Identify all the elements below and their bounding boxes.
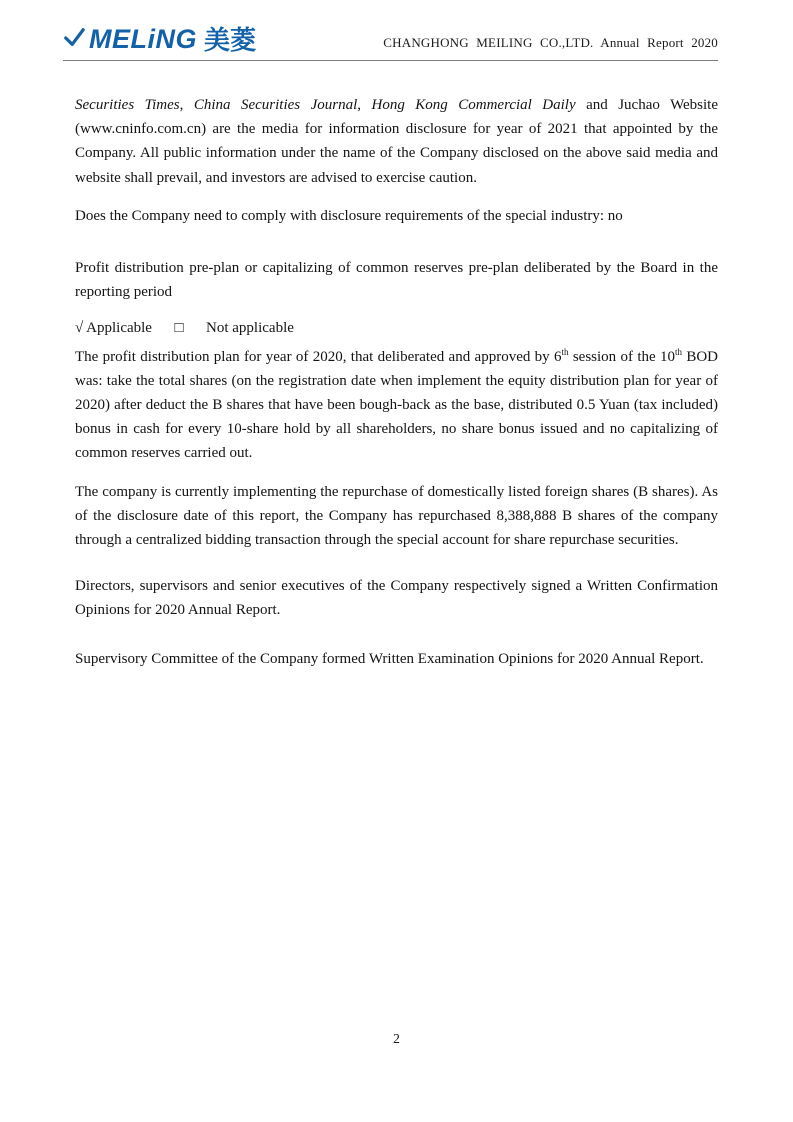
page-number: 2 — [393, 1031, 400, 1046]
paragraph-special-industry: Does the Company need to comply with disclosure requirements of the special industry: no — [75, 207, 623, 224]
page-footer — [0, 1031, 793, 1047]
page-header — [63, 26, 718, 61]
logo-latin-text: MELiNG — [89, 24, 197, 54]
paragraph-profit-plan-detail: The profit distribution plan for year of 2020, that deliberated and approved by 6th session of the 10th BOD was: take the total shares (on the registration date when implement the equity distribution plan for year of 2020) after deduct the B shares that have been bough-back as the base, distributed 0.5 Yuan (tax included) bonus in cash for every 10-share hold by all shareholders, no share bonus issued and no capitalizing of common reserves carried out. — [75, 346, 718, 462]
company-logo — [63, 26, 256, 53]
logo-chinese-text: 美菱 — [204, 24, 257, 55]
paragraph-supervisory-opinions: Supervisory Committee of the Company formed Written Examination Opinions for 2020 Annual Report. — [75, 650, 704, 667]
document-body — [75, 93, 718, 671]
paragraph-applicable-checkline: √ Applicable □ Not applicable — [75, 320, 294, 337]
paragraph-b-share-repurchase: The company is currently implementing the repurchase of domestically listed foreign shares (B shares). As of the disclosure date of this report, the Company has repurchased 8,388,888 B shares of the company through a centralized bidding transaction through the special account for share repurchase securities. — [75, 483, 718, 549]
report-header-title: CHANGHONG MEILING CO.,LTD. Annual Report 2020 — [383, 35, 718, 50]
paragraph-written-confirmation: Directors, supervisors and senior executives of the Company respectively signed a Written Confirmation Opinions for 2020 Annual Report. — [75, 578, 718, 619]
paragraph-media-disclosure: Securities Times, China Securities Journal, Hong Kong Commercial Daily and Juchao Website (www.cninfo.com.cn) are the media for information disclosure for year of 2021 that appointed by the Company. All public information under the name of the Company disclosed on the above said media and website shall prevail, and investors are advised to exercise caution. — [75, 97, 719, 186]
paragraph-profit-distribution-heading: Profit distribution pre-plan or capitalizing of common reserves pre-plan deliberated by the Board in the reporting period — [75, 260, 718, 301]
logo-check-icon — [63, 27, 85, 53]
